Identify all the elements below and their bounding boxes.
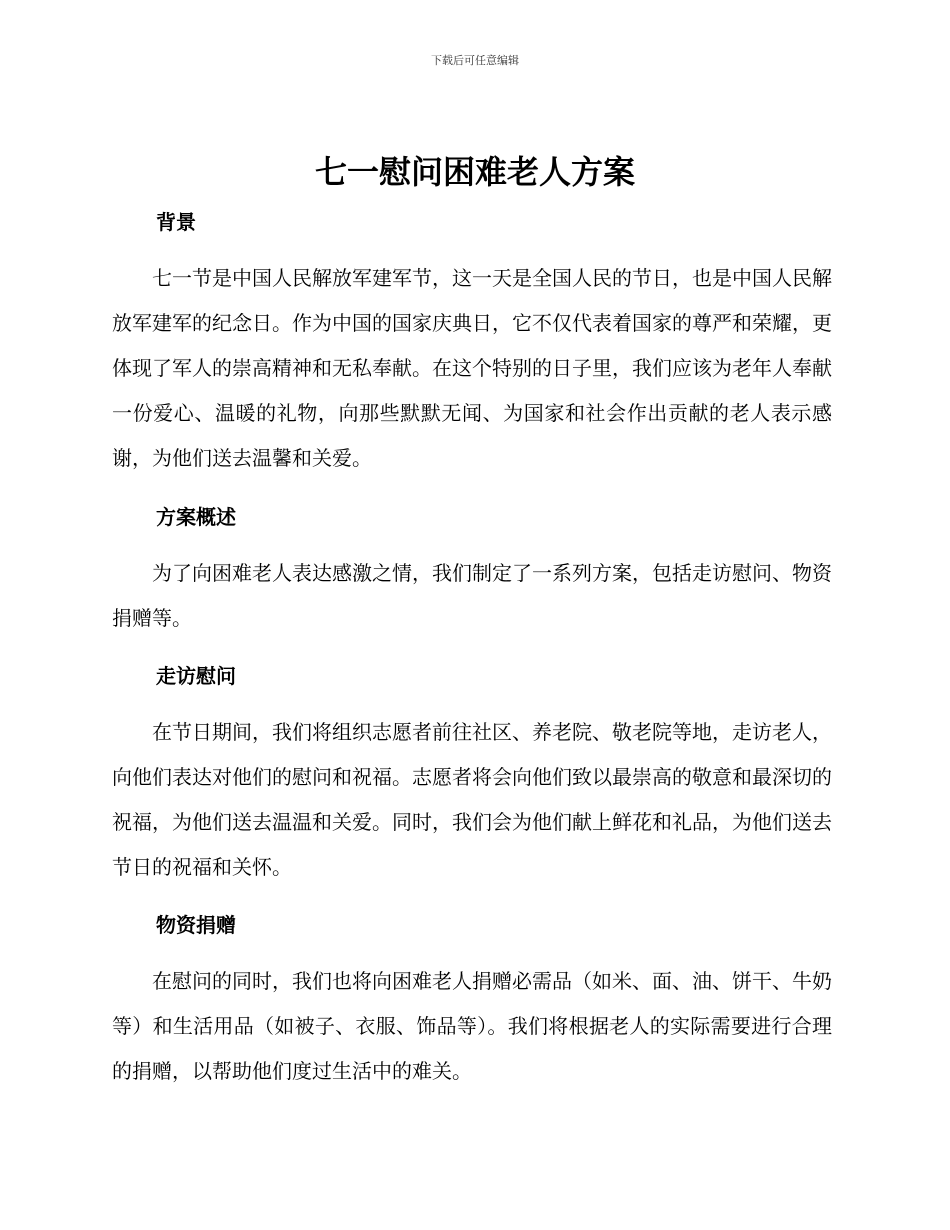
section-paragraph-visits: 在节日期间，我们将组织志愿者前往社区、养老院、敬老院等地，走访老人，向他们表达对他们的慰问和祝福。志愿者将会向他们致以最崇高的敬意和最深切的祝福，为他们送去温温和关爱。同时，我们会为他们献上鲜花和礼品，为他们送去节日的祝福和关怀。 — [112, 720, 832, 879]
section-heading-background: 背景 — [156, 210, 196, 234]
section-heading-donations: 物资捐赠 — [156, 913, 236, 937]
section-paragraph-donations: 在慰问的同时，我们也将向困难老人捐赠必需品（如米、面、油、饼干、牛奶等）和生活用品（如被子、衣服、饰品等）。我们将根据老人的实际需要进行合理的捐赠，以帮助他们度过生活中的难关。 — [112, 969, 832, 1083]
document-title: 七一慰问困难老人方案 — [314, 153, 635, 191]
section-heading-visits: 走访慰问 — [156, 664, 236, 688]
section-heading-overview: 方案概述 — [156, 505, 236, 529]
section-paragraph-background: 七一节是中国人民解放军建军节，这一天是全国人民的节日，也是中国人民解放军建军的纪念日。作为中国的国家庆典日，它不仅代表着国家的尊严和荣耀，更体现了军人的崇高精神和无私奉献。在这个特别的日子里，我们应该为老年人奉献一份爱心、温暖的礼物，向那些默默无闻、为国家和社会作出贡献的老人表示感谢，为他们送去温馨和关爱。 — [112, 266, 832, 470]
header-note: 下载后可任意编辑 — [431, 54, 519, 67]
section-paragraph-overview: 为了向困难老人表达感激之情，我们制定了一系列方案，包括走访慰问、物资捐赠等。 — [112, 561, 832, 630]
